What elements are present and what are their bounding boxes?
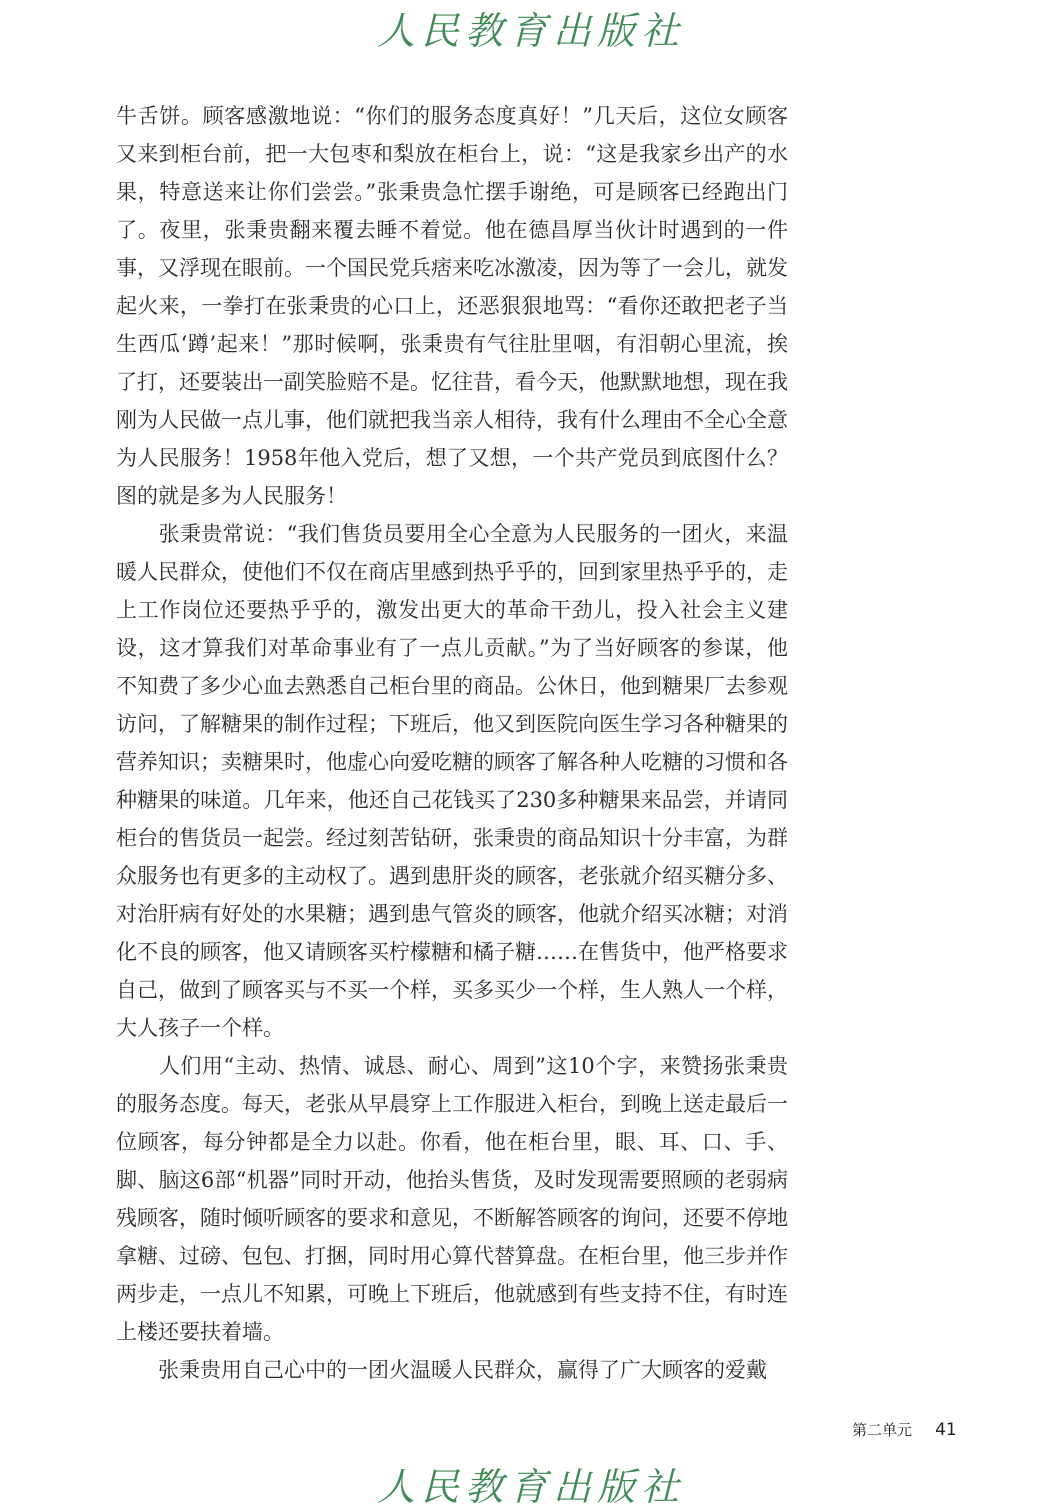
unit-label: 第二单元	[852, 1421, 913, 1439]
page-footer	[852, 1419, 957, 1440]
body-text	[116, 97, 788, 1389]
page-number: 41	[935, 1420, 957, 1440]
paragraph: 张秉贵常说：“我们售货员要用全心全意为人民服务的一团火，来温暖人民群众，使他们不仅在商店里感到热乎乎的，回到家里热乎乎的，走上工作岗位还要热乎乎的，激发出更大的革命干劲儿，投入社会主义建设，这才算我们对革命事业有了一点儿贡献。”为了当好顾客的参谋，他不知费了多少心血去熟悉自己柜台里的商品。公休日，他到糖果厂去参观访问，了解糖果的制作过程；下班后，他又到医院向医生学习各种糖果的营养知识；卖糖果时，他虚心向爱吃糖的顾客了解各种人吃糖的习惯和各种糖果的味道。几年来，他还自己花钱买了230多种糖果来品尝，并请同柜台的售货员一起尝。经过刻苦钻研，张秉贵的商品知识十分丰富，为群众服务也有更多的主动权了。遇到患肝炎的顾客，老张就介绍买糖分多、对治肝病有好处的水果糖；遇到患气管炎的顾客，他就介绍买冰糖；对消化不良的顾客，他又请顾客买柠檬糖和橘子糖……在售货中，他严格要求自己，做到了顾客买与不买一个样，买多买少一个样，生人熟人一个样，大人孩子一个样。	[116, 522, 788, 1040]
paragraph: 牛舌饼。顾客感激地说：“你们的服务态度真好！”几天后，这位女顾客又来到柜台前，把一大包枣和梨放在柜台上，说：“这是我家乡出产的水果，特意送来让你们尝尝。”张秉贵急忙摆手谢绝，可是顾客已经跑出门了。夜里，张秉贵翻来覆去睡不着觉。他在德昌厚当伙计时遇到的一件事，又浮现在眼前。一个国民党兵痞来吃冰激凌，因为等了一会儿，就发起火来，一拳打在张秉贵的心口上，还恶狠狠地骂：“看你还敢把老子当生西瓜‘蹲’起来！”那时候啊，张秉贵有气往肚里咽，有泪朝心里流，挨了打，还要装出一副笑脸赔不是。忆往昔，看今天，他默默地想，现在我刚为人民做一点儿事，他们就把我当亲人相待，我有什么理由不全心全意为人民服务！1958年他入党后，想了又想，一个共产党员到底图什么？图的就是多为人民服务！	[116, 104, 788, 508]
publisher-footer: 人民教育出版社	[376, 1465, 685, 1509]
publisher-header: 人民教育出版社	[376, 9, 685, 53]
paragraph: 人们用“主动、热情、诚恳、耐心、周到”这10个字，来赞扬张秉贵的服务态度。每天，老张从早晨穿上工作服进入柜台，到晚上送走最后一位顾客，每分钟都是全力以赴。你看，他在柜台里，眼、耳、口、手、脚、脑这6部“机器”同时开动，他抬头售货，及时发现需要照顾的老弱病残顾客，随时倾听顾客的要求和意见，不断解答顾客的询问，还要不停地拿糖、过磅、包包、打捆，同时用心算代替算盘。在柜台里，他三步并作两步走，一点儿不知累，可晚上下班后，他就感到有些支持不住，有时连上楼还要扶着墙。	[116, 1054, 788, 1344]
paragraph: 张秉贵用自己心中的一团火温暖人民群众，赢得了广大顾客的爱戴	[116, 1358, 767, 1382]
